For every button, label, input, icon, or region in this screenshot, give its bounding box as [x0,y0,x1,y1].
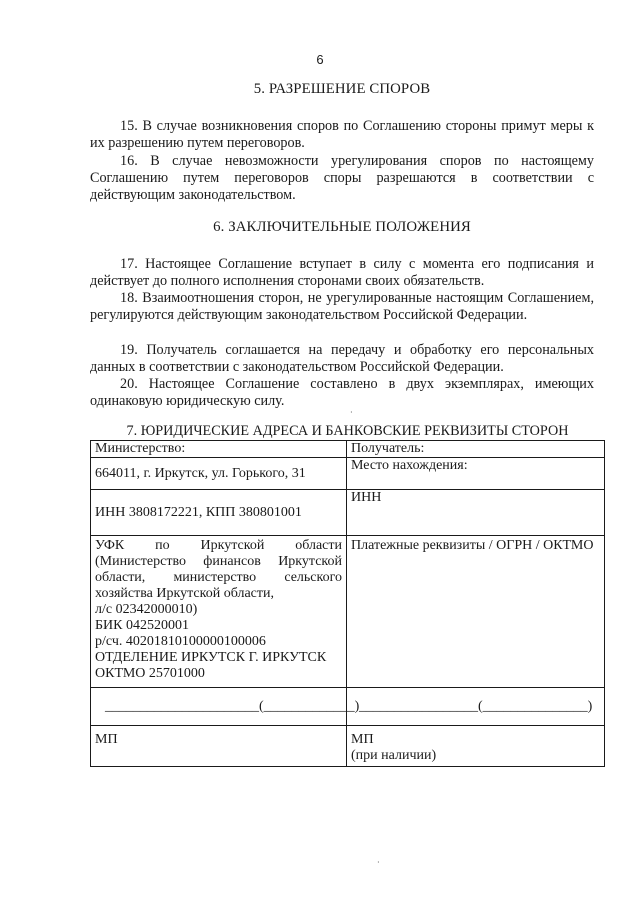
recipient-bank-details: Платежные реквизиты / ОГРН / ОКТМО [347,536,605,688]
paragraph-18: 18. Взаимоотношения сторон, не урегулированные настоящим Соглашением, регулируются действующим законодательством Российской Федерации. [90,290,594,324]
ministry-stamp: МП [91,726,347,767]
paragraph-20: 20. Настоящее Соглашение составлено в двух экземплярах, имеющих одинаковую юридическую силу. [90,376,594,410]
ministry-bank-bik: БИК 042520001 [95,618,189,633]
paragraph-16: 16. В случае невозможности урегулирования споров по настоящему Соглашению путем переговоров споры разрешаются в соответствии с действующим законодательством. [90,153,594,204]
ministry-bank-oktmo: ОКТМО 25701000 [95,666,205,681]
ministry-bank-account: л/с 02342000010) [95,602,198,617]
section-6-heading: 6. ЗАКЛЮЧИТЕЛЬНЫЕ ПОЛОЖЕНИЯ [213,219,471,235]
ministry-header: Министерство: [91,441,347,458]
recipient-signature [347,688,605,726]
paragraph-19: 19. Получатель соглашается на передачу и обработку его персональных данных в соответствии с законодательством Российской Федерации. [90,342,594,376]
page-number: 6 [316,52,324,67]
ministry-inn: ИНН 3808172221, КПП 380801001 [91,490,347,536]
ministry-bank-branch: ОТДЕЛЕНИЕ ИРКУТСК Г. ИРКУТСК [95,650,327,665]
recipient-stamp-note: (при наличии) [351,748,437,763]
ministry-bank-settlement: р/сч. 40201810100000100006 [95,634,266,649]
scan-speck: · [350,408,353,417]
paragraph-17: 17. Настоящее Соглашение вступает в силу с момента его подписания и действует до полного исполнения сторонами своих обязательств. [90,256,594,290]
section-7-heading: 7. ЮРИДИЧЕСКИЕ АДРЕСА И БАНКОВСКИЕ РЕКВИЗИТЫ СТОРОН [126,423,569,439]
paragraph-15: 15. В случае возникновения споров по Соглашению стороны примут меры к их разрешению путем переговоров. [90,118,594,152]
section-5-heading: 5. РАЗРЕШЕНИЕ СПОРОВ [253,81,431,97]
recipient-stamp [347,726,605,767]
recipient-signature-line: _________________(_______________) [359,698,593,714]
recipient-stamp-label: МП [351,732,374,747]
ministry-bank-details [91,536,347,688]
ministry-signature [91,688,360,726]
ministry-bank-treasury: УФК по Иркутской области (Министерство финансов Иркутской области, министерство сельского хозяйства Иркутской области, [95,538,342,601]
requisites-table [90,440,605,767]
ministry-signature-line: ______________________(_____________) [105,698,360,714]
table-row [91,458,605,490]
table-row [91,441,605,458]
table-row [91,536,605,688]
table-row [91,726,605,767]
ministry-address: 664011, г. Иркутск, ул. Горького, 31 [91,458,347,490]
table-row [91,688,605,726]
recipient-header: Получатель: [347,441,605,458]
scan-speck: · [377,858,380,867]
recipient-inn: ИНН [347,490,605,536]
recipient-address: Место нахождения: [347,458,605,490]
table-row [91,490,605,536]
